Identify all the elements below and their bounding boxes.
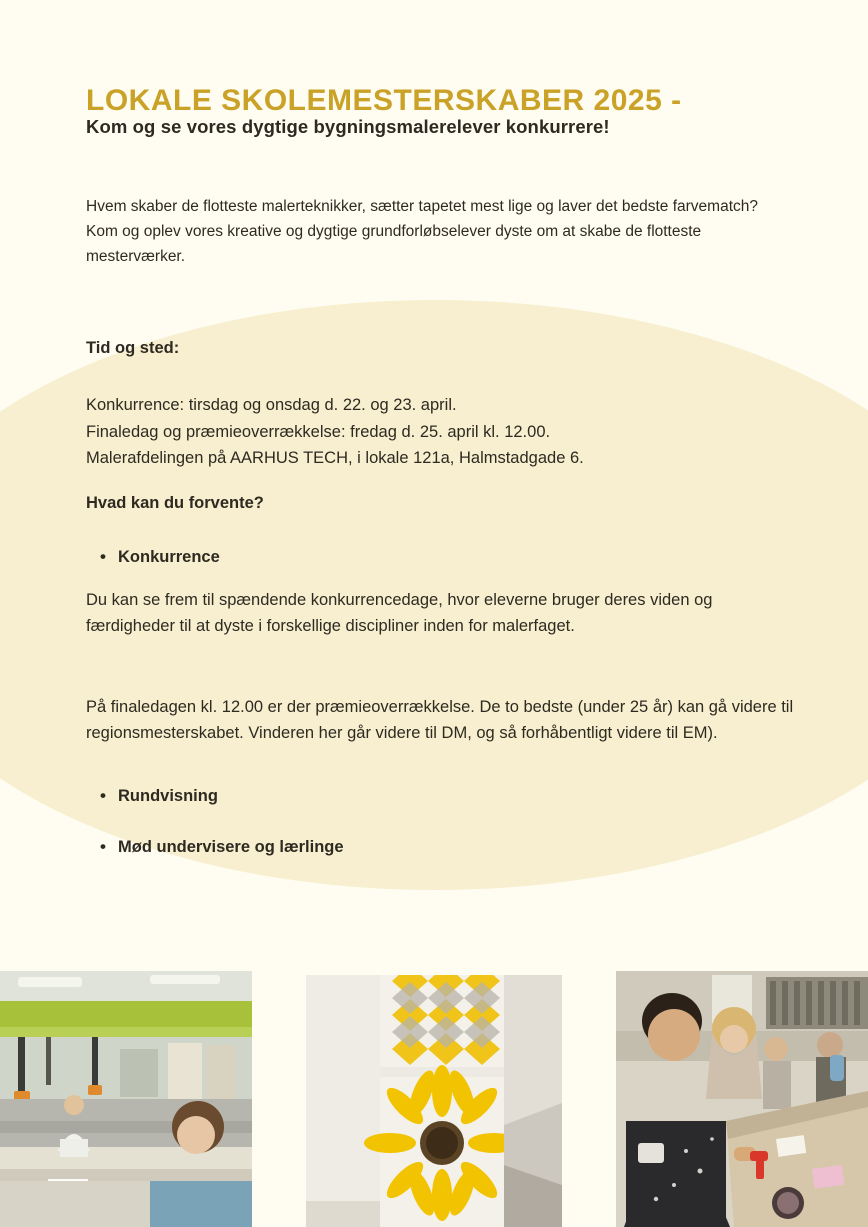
- bullet-list-rundvisning: [86, 786, 786, 807]
- time-place-heading: Tid og sted:: [86, 339, 180, 357]
- konkurrence-paragraph: Du kan se frem til spændende konkurrencedage, hvor eleverne bruger deres viden og færdigheder til at dyste i forskellige discipliner inden for malerfaget.: [86, 590, 713, 636]
- expect-heading: Hvad kan du forvente?: [86, 494, 264, 512]
- time-place-line-2: Finaledag og præmieoverrækkelse: fredag d. 25. april kl. 12.00.: [86, 422, 551, 441]
- list-item-moed-undervisere: • Mød undervisere og lærlinge: [118, 837, 786, 858]
- painted-wall-sunflower-photo: [306, 975, 562, 1227]
- time-place-line-3: Malerafdelingen på AARHUS TECH, i lokale 121a, Halmstadgade 6.: [86, 449, 584, 468]
- intro-paragraph: Hvem skaber de flotteste malerteknikker, sætter tapetet mest lige og laver det bedste farvematch? Kom og oplev vores kreative og dygtige grundforløbselever dyste om at skabe de flotteste mesterværker.: [86, 197, 758, 265]
- subheadline: Kom og se vores dygtige bygningsmalerelever konkurrere!: [86, 116, 610, 137]
- time-place-line-1: Konkurrence: tirsdag og onsdag d. 22. og 23. april.: [86, 396, 457, 414]
- page-title: LOKALE SKOLEMESTERSKABER 2025 -: [86, 84, 682, 118]
- bullet-list-konkurrence: [86, 547, 786, 568]
- workshop-classroom-photo: [0, 971, 252, 1227]
- bullet-list-moed-undervisere: [86, 837, 786, 858]
- students-working-photo: [616, 971, 868, 1227]
- photo-strip: [0, 971, 868, 1227]
- list-item-konkurrence: • Konkurrence: [118, 547, 786, 568]
- finaledag-paragraph: På finaledagen kl. 12.00 er der præmieoverrækkelse. De to bedste (under 25 år) kan gå videre til regionsmesterskabet. Vinderen her går videre til DM, og så forhåbentligt videre til EM).: [86, 697, 794, 743]
- list-item-rundvisning: • Rundvisning: [118, 786, 786, 807]
- time-place-details: [86, 392, 816, 472]
